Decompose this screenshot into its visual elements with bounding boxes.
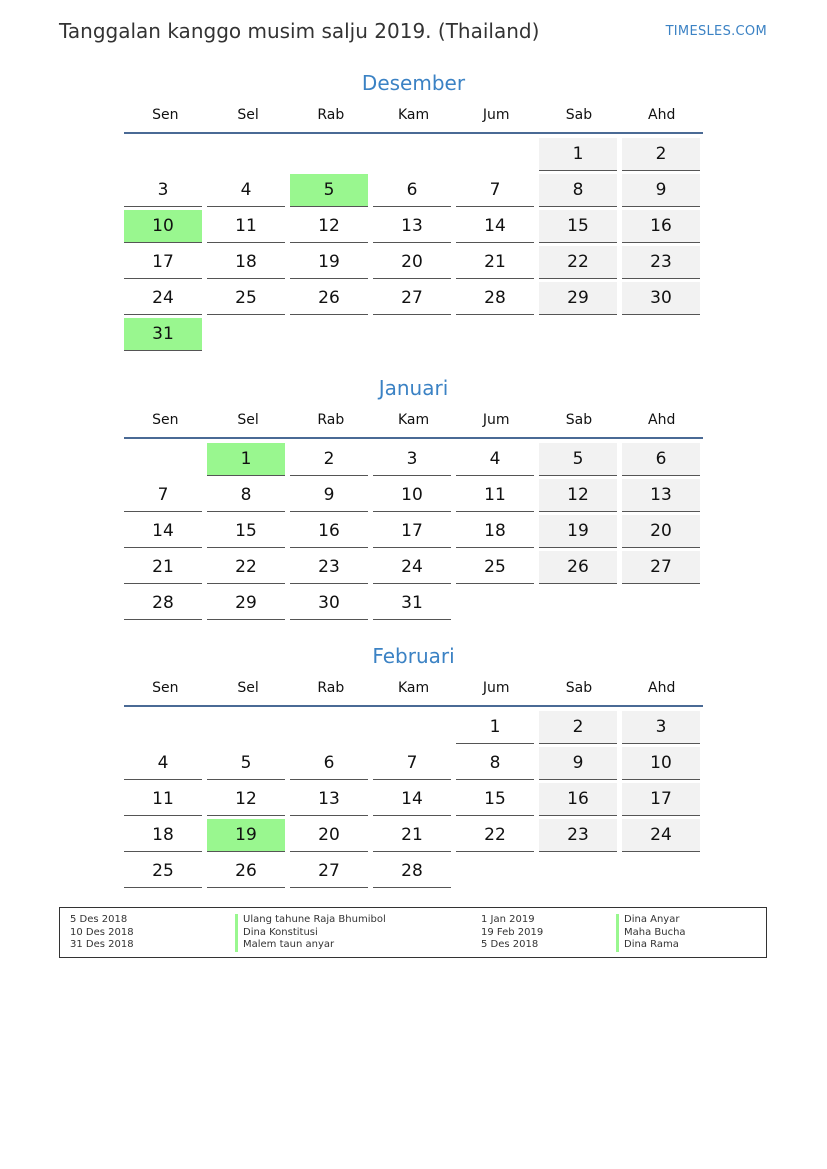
day-cell: 23 [539, 819, 617, 852]
empty-cell [539, 587, 617, 619]
legend-holiday-name: Dina Konstitusi [235, 927, 386, 940]
empty-cell [207, 711, 285, 743]
day-cell: 11 [456, 479, 534, 512]
month-title: Desember [361, 71, 466, 95]
day-cell: 17 [124, 246, 202, 279]
day-cell: 7 [456, 174, 534, 207]
day-cell: 6 [622, 443, 700, 476]
week-row [124, 783, 703, 819]
empty-cell [124, 711, 202, 743]
day-cell: 13 [373, 210, 451, 243]
page-title: Tanggalan kanggo musim salju 2019. (Thailand) [59, 19, 540, 43]
legend-holiday-name: Dina Anyar [616, 914, 686, 927]
empty-cell [456, 587, 534, 619]
empty-cell [373, 318, 451, 350]
day-cell: 12 [207, 783, 285, 816]
brand-link[interactable]: TIMESLES.COM [665, 24, 767, 39]
legend-holiday-name: Dina Rama [616, 939, 686, 952]
weeks [124, 707, 703, 891]
day-cell: 13 [622, 479, 700, 512]
day-cell: 15 [456, 783, 534, 816]
weekday-header-row [124, 403, 703, 439]
weekday-label: Sel [237, 107, 259, 123]
day-cell: 19 [539, 515, 617, 548]
week-row [124, 855, 703, 891]
weekday-label: Jum [482, 107, 510, 123]
day-cell: 18 [207, 246, 285, 279]
weekday-label: Ahd [648, 680, 676, 696]
legend-holiday-name: Malem taun anyar [235, 939, 386, 952]
empty-cell [373, 138, 451, 170]
day-cell: 2 [539, 711, 617, 744]
week-row [124, 479, 703, 515]
weekday-label: Kam [397, 680, 430, 696]
day-cell: 11 [124, 783, 202, 816]
day-cell: 21 [456, 246, 534, 279]
empty-cell [290, 138, 368, 170]
day-cell: 28 [456, 282, 534, 315]
day-cell: 3 [622, 711, 700, 744]
day-cell: 26 [290, 282, 368, 315]
legend-date: 10 Des 2018 [70, 926, 134, 938]
day-cell: 24 [622, 819, 700, 852]
empty-cell [456, 855, 534, 887]
empty-cell [207, 138, 285, 170]
day-cell: 20 [290, 819, 368, 852]
day-cell: 8 [539, 174, 617, 207]
day-cell: 27 [622, 551, 700, 584]
day-cell: 6 [373, 174, 451, 207]
weekday-label: Ahd [648, 107, 676, 123]
day-cell: 27 [290, 855, 368, 888]
day-cell: 2 [622, 138, 700, 171]
day-cell: 13 [290, 783, 368, 816]
week-row [124, 174, 703, 210]
legend-date: 5 Des 2018 [481, 939, 539, 950]
day-cell: 18 [456, 515, 534, 548]
weekday-label: Ahd [648, 412, 676, 428]
day-cell: 23 [622, 246, 700, 279]
weekday-label: Jum [482, 680, 510, 696]
weekday-label: Rab [317, 680, 345, 696]
day-cell: 25 [207, 282, 285, 315]
month-title: Januari [378, 376, 449, 400]
empty-cell [539, 855, 617, 887]
weekday-label: Sab [565, 680, 593, 696]
legend-date: 31 Des 2018 [70, 939, 134, 950]
day-cell: 14 [124, 515, 202, 548]
week-row [124, 819, 703, 855]
day-cell: 6 [290, 747, 368, 780]
weekday-label: Jum [482, 412, 510, 428]
legend-names-col2 [616, 914, 686, 952]
legend-holiday-name: Ulang tahune Raja Bhumibol [235, 914, 386, 927]
day-cell: 9 [539, 747, 617, 780]
day-cell: 19 [290, 246, 368, 279]
legend-date: 1 Jan 2019 [481, 914, 535, 925]
empty-cell [622, 855, 700, 887]
week-row [124, 443, 703, 479]
day-cell: 17 [622, 783, 700, 816]
day-cell: 22 [456, 819, 534, 852]
day-cell: 7 [124, 479, 202, 512]
day-cell: 20 [622, 515, 700, 548]
day-cell: 28 [373, 855, 451, 888]
legend-date: 5 Des 2018 [70, 914, 128, 925]
day-cell: 5 [207, 747, 285, 780]
day-cell: 4 [207, 174, 285, 207]
day-cell: 1 [207, 443, 285, 476]
month-december [124, 68, 703, 354]
day-cell: 18 [124, 819, 202, 852]
weekday-label: Rab [317, 412, 345, 428]
weekday-header-row [124, 671, 703, 707]
day-cell: 25 [124, 855, 202, 888]
day-cell: 16 [539, 783, 617, 816]
day-cell: 21 [373, 819, 451, 852]
weekday-label: Sel [237, 412, 259, 428]
day-cell: 1 [456, 711, 534, 744]
day-cell: 17 [373, 515, 451, 548]
empty-cell [290, 711, 368, 743]
day-cell: 3 [373, 443, 451, 476]
day-cell: 26 [539, 551, 617, 584]
day-cell: 14 [373, 783, 451, 816]
day-cell: 23 [290, 551, 368, 584]
day-cell: 8 [456, 747, 534, 780]
empty-cell [539, 318, 617, 350]
day-cell: 2 [290, 443, 368, 476]
day-cell: 31 [124, 318, 202, 351]
day-cell: 15 [539, 210, 617, 243]
day-cell: 9 [290, 479, 368, 512]
day-cell: 12 [539, 479, 617, 512]
day-cell: 7 [373, 747, 451, 780]
legend-dates-col2 [481, 914, 543, 952]
day-cell: 12 [290, 210, 368, 243]
weekday-label: Sel [237, 680, 259, 696]
week-row [124, 246, 703, 282]
day-cell: 10 [373, 479, 451, 512]
day-cell: 15 [207, 515, 285, 548]
empty-cell [373, 711, 451, 743]
day-cell: 24 [373, 551, 451, 584]
day-cell: 21 [124, 551, 202, 584]
legend-date: 19 Feb 2019 [481, 926, 544, 938]
day-cell: 8 [207, 479, 285, 512]
day-cell: 11 [207, 210, 285, 243]
empty-cell [622, 318, 700, 350]
empty-cell [290, 318, 368, 350]
weekday-label: Sab [565, 412, 593, 428]
empty-cell [456, 318, 534, 350]
day-cell: 16 [290, 515, 368, 548]
day-cell: 30 [622, 282, 700, 315]
day-cell: 28 [124, 587, 202, 620]
weekday-label: Sen [152, 680, 179, 696]
weekday-label: Sen [152, 412, 179, 428]
day-cell: 4 [456, 443, 534, 476]
day-cell: 19 [207, 819, 285, 852]
week-row [124, 551, 703, 587]
legend-holiday-name: Maha Bucha [616, 927, 686, 940]
day-cell: 31 [373, 587, 451, 620]
day-cell: 14 [456, 210, 534, 243]
day-cell: 5 [539, 443, 617, 476]
week-row [124, 587, 703, 623]
week-row [124, 747, 703, 783]
day-cell: 22 [207, 551, 285, 584]
day-cell: 3 [124, 174, 202, 207]
week-row [124, 711, 703, 747]
day-cell: 9 [622, 174, 700, 207]
day-cell: 29 [539, 282, 617, 315]
day-cell: 22 [539, 246, 617, 279]
week-row [124, 515, 703, 551]
weekday-label: Kam [397, 412, 430, 428]
empty-cell [124, 443, 202, 475]
week-row [124, 138, 703, 174]
week-row [124, 210, 703, 246]
day-cell: 30 [290, 587, 368, 620]
day-cell: 1 [539, 138, 617, 171]
month-january [124, 373, 703, 623]
weekday-label: Sen [152, 107, 179, 123]
week-row [124, 318, 703, 354]
week-row [124, 282, 703, 318]
day-cell: 10 [622, 747, 700, 780]
empty-cell [124, 138, 202, 170]
weekday-label: Kam [397, 107, 430, 123]
holiday-legend [59, 907, 767, 958]
month-title: Februari [372, 644, 455, 668]
empty-cell [207, 318, 285, 350]
empty-cell [622, 587, 700, 619]
weekday-label: Rab [317, 107, 345, 123]
day-cell: 20 [373, 246, 451, 279]
day-cell: 16 [622, 210, 700, 243]
legend-names-col1 [235, 914, 386, 952]
day-cell: 4 [124, 747, 202, 780]
day-cell: 24 [124, 282, 202, 315]
day-cell: 5 [290, 174, 368, 207]
day-cell: 26 [207, 855, 285, 888]
weeks [124, 439, 703, 623]
weekday-header-row [124, 98, 703, 134]
day-cell: 10 [124, 210, 202, 243]
day-cell: 29 [207, 587, 285, 620]
weeks [124, 134, 703, 354]
day-cell: 25 [456, 551, 534, 584]
day-cell: 27 [373, 282, 451, 315]
empty-cell [456, 138, 534, 170]
weekday-label: Sab [565, 107, 593, 123]
month-february [124, 641, 703, 891]
legend-dates-col1 [70, 914, 134, 952]
